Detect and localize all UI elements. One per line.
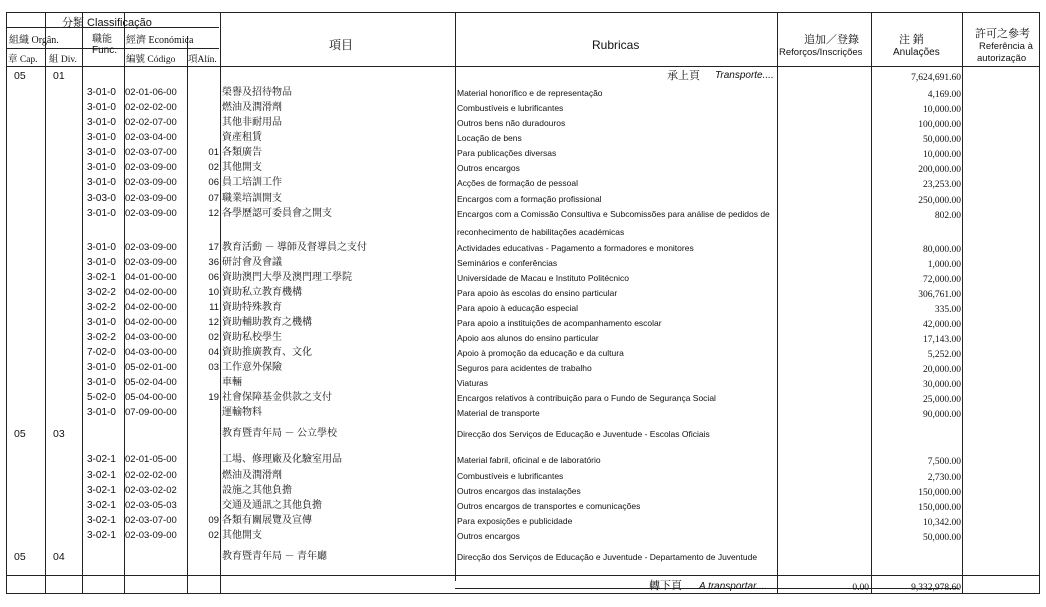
row-item-cell: 工場、修理廠及化驗室用品 bbox=[222, 454, 342, 465]
row-anul-cell: 5,252.00 bbox=[927, 350, 961, 360]
row-anul-cell: 150,000.00 bbox=[918, 488, 961, 498]
row-anul-cell: 100,000.00 bbox=[918, 120, 961, 130]
divider bbox=[7, 575, 1039, 576]
row-alin-cell: 11 bbox=[209, 302, 219, 313]
row-func-cell: 3-02-1 bbox=[87, 500, 116, 511]
row-code-cell: 04-02-00-00 bbox=[125, 287, 177, 298]
code-header: 編號 Código bbox=[126, 55, 176, 65]
reforcos-header-zh: 追加／登錄 bbox=[804, 34, 859, 46]
row-rubrica-cell: Direcção dos Serviços de Educação e Juventude - Departamento de Juventude bbox=[457, 552, 758, 562]
row-rubrica-cell: Acções de formação de pessoal bbox=[457, 178, 578, 188]
rubricas-header: Rubricas bbox=[592, 38, 640, 52]
anul-header-zh: 注 銷 bbox=[899, 34, 924, 46]
econ-header: 經濟 Económica bbox=[126, 35, 194, 46]
row-item-cell: 榮譽及招待物品 bbox=[222, 87, 292, 98]
row-alin-cell: 03 bbox=[208, 362, 219, 373]
row-code-cell: 02-03-07-00 bbox=[125, 147, 177, 158]
row-item-cell: 工作意外保險 bbox=[222, 362, 282, 373]
row-item-cell: 資產租賃 bbox=[222, 132, 262, 143]
row-func-cell: 3-02-2 bbox=[87, 287, 116, 298]
row-anul-cell: 250,000.00 bbox=[918, 196, 961, 206]
row-rubrica-cell: Viaturas bbox=[457, 378, 489, 388]
row-rubrica-cell: Outros encargos bbox=[457, 531, 520, 541]
cap-header: 章 Cap. bbox=[8, 55, 38, 65]
row-code-cell: 07-09-00-00 bbox=[125, 407, 177, 418]
row-code-cell: 04-01-00-00 bbox=[125, 272, 177, 283]
row-item-cell: 資助私立教育機構 bbox=[222, 287, 302, 298]
divider bbox=[962, 13, 963, 593]
row-anul-cell: 2,730.00 bbox=[927, 473, 961, 483]
row-code-cell: 04-02-00-00 bbox=[125, 317, 177, 328]
row-code-cell: 02-03-02-02 bbox=[125, 485, 177, 496]
row-code-cell: 02-03-05-03 bbox=[125, 500, 177, 511]
row-item-cell: 各類有關展覽及宣傳 bbox=[222, 515, 312, 526]
row-alin-cell: 04 bbox=[208, 347, 219, 358]
row-div-cell: 04 bbox=[53, 551, 65, 563]
row-item-cell: 燃油及潤滑劑 bbox=[222, 470, 282, 481]
row-anul-cell: 30,000.00 bbox=[923, 380, 961, 390]
row-anul-cell: 1,000.00 bbox=[927, 260, 961, 270]
row-code-cell: 02-02-02-00 bbox=[125, 470, 177, 481]
row-code-cell: 02-03-09-00 bbox=[125, 193, 177, 204]
row-code-cell: 04-03-00-00 bbox=[125, 347, 177, 358]
row-item-cell: 教育暨青年局 － 公立學校 bbox=[222, 428, 337, 439]
row-anul-cell: 90,000.00 bbox=[923, 410, 961, 420]
row-func-cell: 3-01-0 bbox=[87, 117, 116, 128]
row-rubrica-cell: Para publicações diversas bbox=[457, 148, 557, 158]
row-item-cell: 其他開支 bbox=[222, 530, 262, 541]
divider bbox=[45, 13, 46, 593]
row-item-cell: 社會保障基金供款之支付 bbox=[222, 392, 332, 403]
row-func-cell: 3-01-0 bbox=[87, 407, 116, 418]
row-item-cell: 資助澳門大學及澳門理工學院 bbox=[222, 272, 352, 283]
row-func-cell: 3-01-0 bbox=[87, 132, 116, 143]
row-rubrica-cell: Universidade de Macau e Instituto Politécnico bbox=[457, 273, 629, 283]
row-alin-cell: 10 bbox=[208, 287, 219, 298]
row-rubrica-cell: Locação de bens bbox=[457, 133, 522, 143]
row-alin-cell: 07 bbox=[208, 193, 219, 204]
func-header-pt: Func. bbox=[92, 45, 118, 56]
transport-out-reforcos: 0.00 bbox=[852, 583, 869, 593]
row-alin-cell: 02 bbox=[208, 530, 219, 541]
row-rubrica-cell: Material de transporte bbox=[457, 408, 540, 418]
row-code-cell: 02-02-07-00 bbox=[125, 117, 177, 128]
row-rubrica-cell: Apoio à promoção da educação e da cultura bbox=[457, 348, 624, 358]
divider bbox=[7, 66, 1039, 67]
row-alin-cell: 01 bbox=[208, 147, 219, 158]
row-item-cell: 其他開支 bbox=[222, 162, 262, 173]
row-func-cell: 3-01-0 bbox=[87, 257, 116, 268]
row-rubrica-cell: Actividades educativas - Pagamento a formadores e monitores bbox=[457, 243, 694, 253]
row-item-cell: 運輸物料 bbox=[222, 407, 262, 418]
row-item-cell: 職業培訓開支 bbox=[222, 193, 282, 204]
row-item-cell: 教育活動 － 導師及督導員之支付 bbox=[222, 242, 367, 253]
row-item-cell: 資助推廣教育、文化 bbox=[222, 347, 312, 358]
classification-header: 分類 Classificação bbox=[62, 17, 152, 29]
transport-out-anul: 9,332,978.60 bbox=[911, 583, 961, 593]
row-item-cell: 其他非耐用品 bbox=[222, 117, 282, 128]
row-func-cell: 5-02-0 bbox=[87, 392, 116, 403]
row-alin-cell: 17 bbox=[208, 242, 219, 253]
row-rubrica-cell: Material honorífico e de representação bbox=[457, 88, 603, 98]
row-rubrica-cell: reconhecimento de habilitações académicas bbox=[457, 227, 625, 237]
row-rubrica-cell: Outros encargos bbox=[457, 163, 520, 173]
row-func-cell: 3-02-1 bbox=[87, 485, 116, 496]
row-code-cell: 02-03-09-00 bbox=[125, 257, 177, 268]
row-alin-cell: 36 bbox=[208, 257, 219, 268]
item-header: 項目 bbox=[329, 38, 354, 52]
row-item-cell: 資助輔助教育之機構 bbox=[222, 317, 312, 328]
div-header: 組 Div. bbox=[49, 55, 77, 65]
row-code-cell: 02-03-07-00 bbox=[125, 515, 177, 526]
row-anul-cell: 4,169.00 bbox=[927, 90, 961, 100]
row-rubrica-cell: Combustíveis e lubrificantes bbox=[457, 103, 564, 113]
row-anul-cell: 72,000.00 bbox=[923, 275, 961, 285]
row-code-cell: 05-02-01-00 bbox=[125, 362, 177, 373]
row-rubrica-cell: Encargos com a formação profissional bbox=[457, 194, 602, 204]
row-code-cell: 04-02-00-00 bbox=[125, 302, 177, 313]
row-func-cell: 3-01-0 bbox=[87, 362, 116, 373]
row-alin-cell: 02 bbox=[208, 162, 219, 173]
row-rubrica-cell: Outros encargos das instalações bbox=[457, 486, 581, 496]
row-rubrica-cell: Seguros para acidentes de trabalho bbox=[457, 363, 592, 373]
row-func-cell: 3-02-1 bbox=[87, 470, 116, 481]
row-anul-cell: 20,000.00 bbox=[923, 365, 961, 375]
row-rubrica-cell: Material fabril, oficinal e de laboratório bbox=[457, 455, 601, 465]
row-alin-cell: 06 bbox=[208, 272, 219, 283]
row-code-cell: 05-04-00-00 bbox=[125, 392, 177, 403]
row-alin-cell: 19 bbox=[208, 392, 219, 403]
divider bbox=[871, 13, 872, 593]
row-func-cell: 7-02-0 bbox=[87, 347, 116, 358]
row-func-cell: 3-01-0 bbox=[87, 177, 116, 188]
row-rubrica-cell: Para apoio às escolas do ensino particular bbox=[457, 288, 618, 298]
divider bbox=[82, 13, 83, 593]
reforcos-header-pt: Reforços/Inscrições bbox=[779, 47, 863, 58]
row-func-cell: 3-02-2 bbox=[87, 332, 116, 343]
row-code-cell: 02-03-09-00 bbox=[125, 530, 177, 541]
row-div-cell: 03 bbox=[53, 428, 65, 440]
transport-in-zh: 承上頁 bbox=[667, 70, 700, 82]
transport-out-pt: A transportar.... bbox=[699, 581, 768, 592]
row-code-cell: 05-02-04-00 bbox=[125, 377, 177, 388]
row-func-cell: 3-02-2 bbox=[87, 302, 116, 313]
row-anul-cell: 335.00 bbox=[934, 305, 961, 315]
budget-table bbox=[6, 12, 1040, 594]
row-anul-cell: 10,000.00 bbox=[923, 105, 961, 115]
row-alin-cell: 06 bbox=[208, 177, 219, 188]
divider bbox=[455, 13, 456, 581]
row-alin-cell: 12 bbox=[208, 208, 219, 219]
row-func-cell: 3-02-1 bbox=[87, 515, 116, 526]
row-anul-cell: 802.00 bbox=[934, 211, 961, 221]
row-func-cell: 3-02-1 bbox=[87, 454, 116, 465]
row-func-cell: 3-01-0 bbox=[87, 317, 116, 328]
row-code-cell: 02-02-02-00 bbox=[125, 102, 177, 113]
row-rubrica-cell: Para exposições e publicidade bbox=[457, 516, 573, 526]
divider bbox=[220, 13, 221, 593]
row-alin-cell: 09 bbox=[208, 515, 219, 526]
row-anul-cell: 80,000.00 bbox=[923, 245, 961, 255]
row-func-cell: 3-01-0 bbox=[87, 102, 116, 113]
row-item-cell: 員工培訓工作 bbox=[222, 177, 282, 188]
row-item-cell: 各類廣告 bbox=[222, 147, 262, 158]
row-anul-cell: 200,000.00 bbox=[918, 165, 961, 175]
row-rubrica-cell: Para apoio a instituições de acompanhamento escolar bbox=[457, 318, 662, 328]
row-rubrica-cell: Direcção dos Serviços de Educação e Juventude - Escolas Oficiais bbox=[457, 429, 710, 439]
row-item-cell: 交通及通訊之其他負擔 bbox=[222, 500, 322, 511]
divider bbox=[777, 13, 778, 593]
row-cap-cell: 05 bbox=[14, 551, 26, 563]
row-func-cell: 3-02-1 bbox=[87, 530, 116, 541]
ref-header-zh: 許可之參考 bbox=[975, 28, 1030, 40]
transport-in-pt: Transporte.... bbox=[715, 70, 774, 81]
row-func-cell: 3-02-1 bbox=[87, 272, 116, 283]
row-code-cell: 02-03-09-00 bbox=[125, 177, 177, 188]
row-code-cell: 02-03-04-00 bbox=[125, 132, 177, 143]
row-code-cell: 04-03-00-00 bbox=[125, 332, 177, 343]
row-rubrica-cell: Para apoio à educação especial bbox=[457, 303, 578, 313]
row-code-cell: 02-03-09-00 bbox=[125, 208, 177, 219]
transport-in-value: 7,624,691.60 bbox=[911, 73, 961, 83]
row-func-cell: 3-01-0 bbox=[87, 377, 116, 388]
transport-out-zh: 轉下頁 bbox=[649, 580, 682, 592]
row-func-cell: 3-01-0 bbox=[87, 162, 116, 173]
row-item-cell: 燃油及潤滑劑 bbox=[222, 102, 282, 113]
row-anul-cell: 50,000.00 bbox=[923, 135, 961, 145]
row-anul-cell: 50,000.00 bbox=[923, 533, 961, 543]
ref-header-pt1: Referência à bbox=[979, 41, 1033, 52]
row-alin-cell: 02 bbox=[208, 332, 219, 343]
row-code-cell: 02-01-05-00 bbox=[125, 454, 177, 465]
row-item-cell: 各學歷認可委員會之開支 bbox=[222, 208, 332, 219]
row-rubrica-cell: Apoio aos alunos do ensino particular bbox=[457, 333, 599, 343]
ref-header-pt2: autorização bbox=[977, 53, 1027, 64]
row-div-cell: 01 bbox=[53, 70, 65, 82]
row-anul-cell: 7,500.00 bbox=[927, 457, 961, 467]
row-item-cell: 教育暨青年局 － 青年廳 bbox=[222, 551, 327, 562]
row-rubrica-cell: Outros encargos de transportes e comunicações bbox=[457, 501, 641, 511]
row-func-cell: 3-01-0 bbox=[87, 87, 116, 98]
row-rubrica-cell: Encargos com a Comissão Consultiva e Subcomissões para análise de pedidos de bbox=[457, 209, 770, 219]
anul-header-pt: Anulações bbox=[893, 47, 940, 58]
row-item-cell: 設施之其他負擔 bbox=[222, 485, 292, 496]
row-rubrica-cell: Combustíveis e lubrificantes bbox=[457, 471, 564, 481]
row-cap-cell: 05 bbox=[14, 70, 26, 82]
row-item-cell: 資助私校學生 bbox=[222, 332, 282, 343]
row-func-cell: 3-01-0 bbox=[87, 208, 116, 219]
row-rubrica-cell: Seminários e conferências bbox=[457, 258, 558, 268]
row-code-cell: 02-03-09-00 bbox=[125, 162, 177, 173]
row-anul-cell: 17,143.00 bbox=[923, 335, 961, 345]
divider bbox=[187, 36, 188, 593]
row-anul-cell: 42,000.00 bbox=[923, 320, 961, 330]
row-item-cell: 資助特殊教育 bbox=[222, 302, 282, 313]
alin-header: 項Alín. bbox=[188, 55, 217, 65]
row-code-cell: 02-03-09-00 bbox=[125, 242, 177, 253]
row-anul-cell: 10,000.00 bbox=[923, 150, 961, 160]
row-func-cell: 3-01-0 bbox=[87, 242, 116, 253]
row-item-cell: 車輛 bbox=[222, 377, 242, 388]
row-code-cell: 02-01-06-00 bbox=[125, 87, 177, 98]
row-cap-cell: 05 bbox=[14, 428, 26, 440]
func-header-zh: 職能 bbox=[92, 34, 112, 45]
row-rubrica-cell: Encargos relativos à contribuição para o Fundo de Segurança Social bbox=[457, 393, 716, 403]
row-anul-cell: 23,253.00 bbox=[923, 180, 961, 190]
row-rubrica-cell: Outros bens não duradouros bbox=[457, 118, 566, 128]
row-anul-cell: 150,000.00 bbox=[918, 503, 961, 513]
row-item-cell: 研討會及會議 bbox=[222, 257, 282, 268]
row-anul-cell: 10,342.00 bbox=[923, 518, 961, 528]
row-alin-cell: 12 bbox=[208, 317, 219, 328]
organ-header: 組織 Orgân. bbox=[9, 35, 59, 46]
row-anul-cell: 306,761.00 bbox=[918, 290, 961, 300]
row-func-cell: 3-03-0 bbox=[87, 193, 116, 204]
row-func-cell: 3-01-0 bbox=[87, 147, 116, 158]
row-anul-cell: 25,000.00 bbox=[923, 395, 961, 405]
